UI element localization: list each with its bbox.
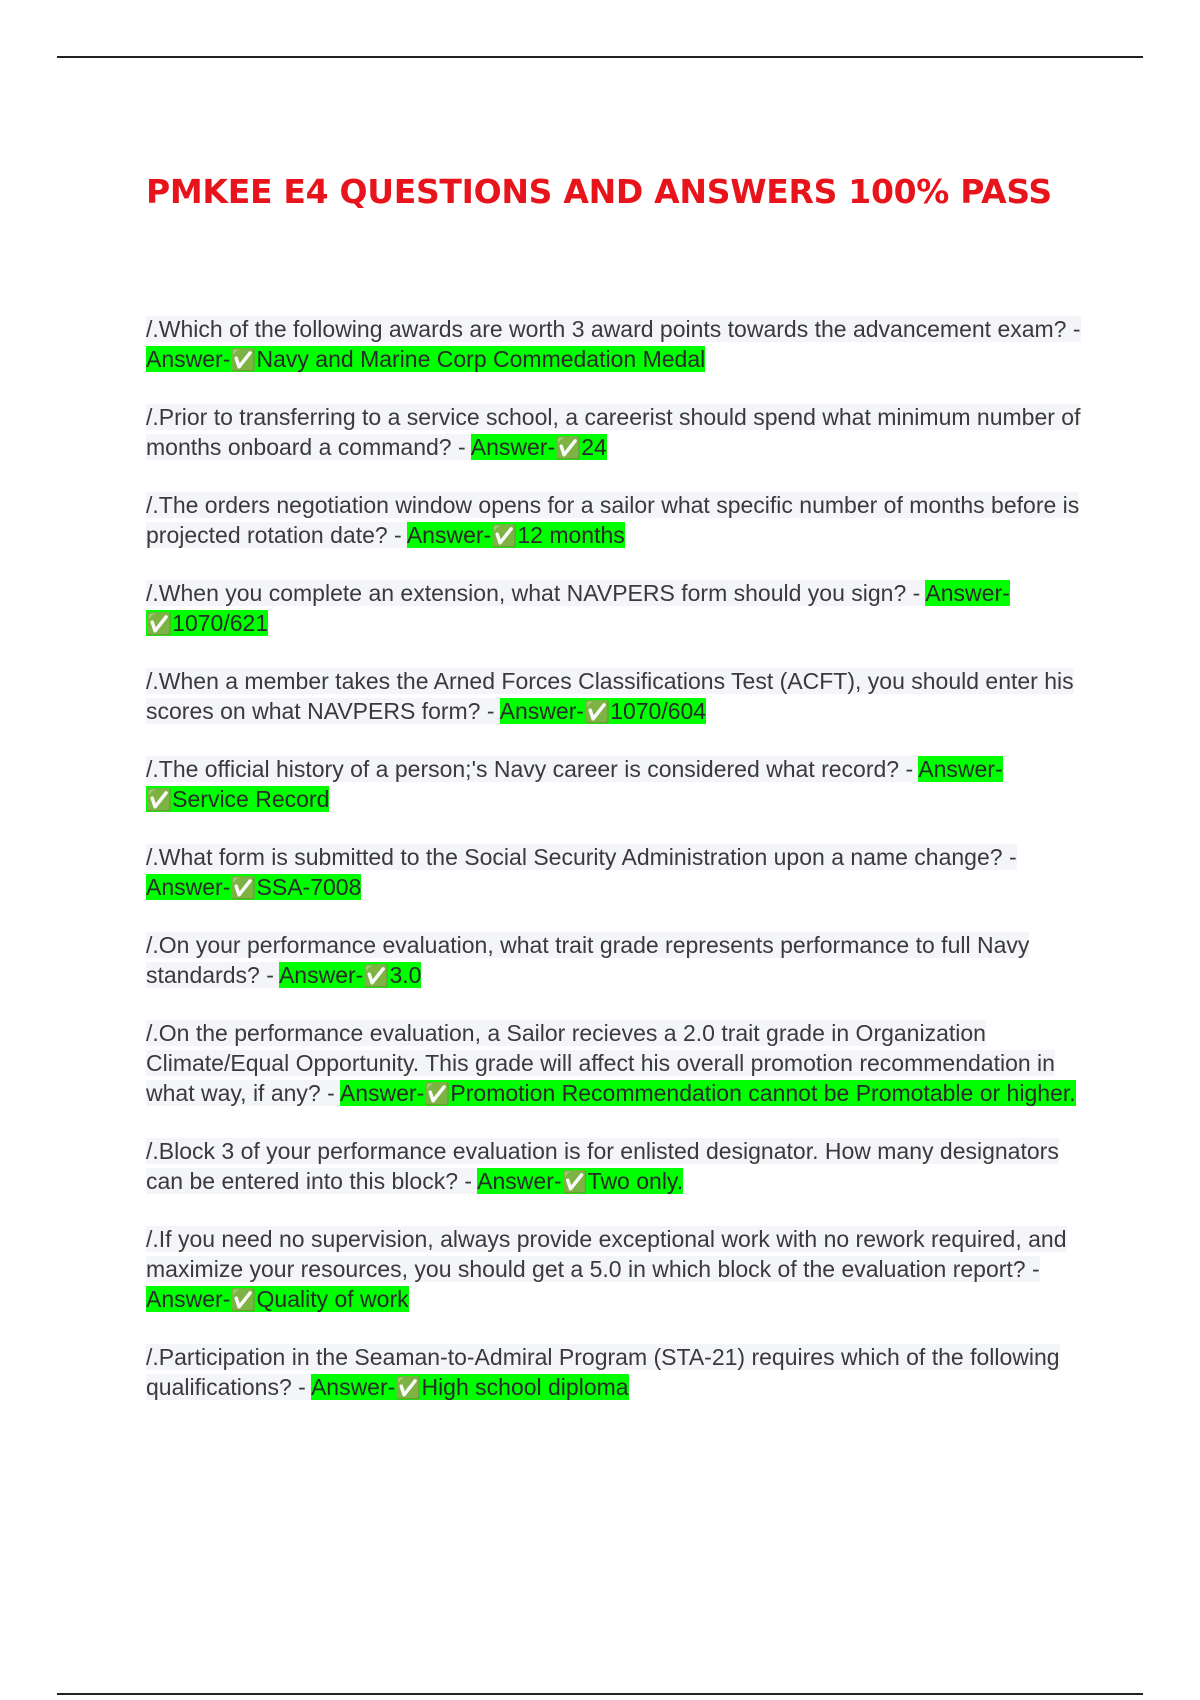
qa-item (146, 1018, 1094, 1109)
qa-item (146, 402, 1094, 463)
check-icon: ✅ (561, 1170, 588, 1194)
answer-highlight (146, 1286, 409, 1312)
answer-text: 3.0 (389, 962, 422, 988)
answer-text: Two only. (587, 1168, 684, 1194)
answer-text: Quality of work (256, 1286, 409, 1312)
answer-prefix: Answer- (499, 698, 585, 724)
question-text: /.Which of the following awards are worth 3 award points towards the advancement exam? - (146, 316, 1081, 342)
answer-text: Navy and Marine Corp Commedation Medal (256, 346, 706, 372)
answer-text: Service Record (172, 786, 330, 812)
answer-highlight (311, 1374, 629, 1400)
answer-text: 1070/604 (610, 698, 707, 724)
answer-highlight (279, 962, 422, 988)
answer-text: High school diploma (421, 1374, 629, 1400)
answer-prefix: Answer- (470, 434, 556, 460)
bottom-rule (57, 1693, 1143, 1695)
answer-highlight (477, 1168, 683, 1194)
qa-item (146, 754, 1094, 815)
check-icon: ✅ (230, 876, 257, 900)
answer-prefix: Answer- (310, 1374, 396, 1400)
question-text: /.When you complete an extension, what NAVPERS form should you sign? - (146, 580, 926, 606)
answer-highlight (500, 698, 706, 724)
top-rule (57, 56, 1143, 58)
answer-prefix: Answer- (406, 522, 492, 548)
qa-item (146, 1342, 1094, 1403)
qa-item (146, 314, 1094, 375)
question-text: /.The orders negotiation window opens for a sailor what specific number of months before is projected rotation date? - (146, 492, 1080, 548)
check-icon: ✅ (230, 348, 257, 372)
question-text: /.Block 3 of your performance evaluation is for enlisted designator. How many designators can be entered into this block? - (146, 1138, 1059, 1194)
qa-item (146, 842, 1094, 903)
answer-text: 24 (581, 434, 607, 460)
question-text: /.What form is submitted to the Social Security Administration upon a name change? - (146, 844, 1017, 870)
check-icon: ✅ (363, 964, 390, 988)
answer-prefix: Answer- (477, 1168, 562, 1194)
qa-item (146, 490, 1094, 551)
answer-highlight (146, 346, 705, 372)
check-icon: ✅ (491, 524, 518, 548)
answer-text: 12 months (517, 522, 625, 548)
answer-highlight (146, 874, 361, 900)
question-text: /.When a member takes the Arned Forces Classifications Test (ACFT), you should enter his scores on what NAVPERS form? - (146, 668, 1074, 724)
question-text: /.If you need no supervision, always provide exceptional work with no rework required, and maximize your resources, you should get a 5.0 in which block of the evaluation report? - (146, 1226, 1067, 1282)
answer-prefix: Answer- (146, 1286, 231, 1312)
answer-prefix: Answer- (146, 346, 231, 372)
answer-highlight (407, 522, 625, 548)
document-title: PMKEE E4 QUESTIONS AND ANSWERS 100% PASS (146, 172, 1052, 211)
qa-item (146, 930, 1094, 991)
qa-item (146, 578, 1094, 639)
question-text: /.Prior to transferring to a service school, a careerist should spend what minimum number of months onboard a command? - (146, 404, 1081, 460)
answer-text: Promotion Recommendation cannot be Promotable or higher. (450, 1080, 1076, 1106)
check-icon: ✅ (395, 1376, 422, 1400)
question-text: /.Participation in the Seaman-to-Admiral Program (STA-21) requires which of the following qualifications? - (146, 1344, 1060, 1400)
check-icon: ✅ (584, 700, 611, 724)
answer-highlight (340, 1080, 1076, 1106)
question-text: /.On your performance evaluation, what trait grade represents performance to full Navy standards? - (146, 932, 1030, 988)
answer-prefix: Answer- (925, 580, 1010, 606)
check-icon: ✅ (146, 612, 173, 636)
qa-item (146, 666, 1094, 727)
answer-prefix: Answer- (146, 874, 231, 900)
answer-text: SSA-7008 (256, 874, 362, 900)
answer-prefix: Answer- (278, 962, 364, 988)
check-icon: ✅ (424, 1082, 451, 1106)
answer-highlight (471, 434, 607, 460)
check-icon: ✅ (555, 436, 582, 460)
qa-list (146, 314, 1094, 1430)
qa-item (146, 1224, 1094, 1315)
check-icon: ✅ (146, 788, 173, 812)
answer-text: 1070/621 (172, 610, 269, 636)
answer-prefix: Answer- (339, 1080, 425, 1106)
answer-prefix: Answer- (918, 756, 1003, 782)
question-text: /.The official history of a person;'s Navy career is considered what record? - (146, 756, 919, 782)
qa-item (146, 1136, 1094, 1197)
check-icon: ✅ (230, 1288, 257, 1312)
question-text: /.On the performance evaluation, a Sailor recieves a 2.0 trait grade in Organization Climate/Equal Opportunity. This grade will affect his overall promotion recommendation in what way, if any? - (146, 1020, 1055, 1106)
